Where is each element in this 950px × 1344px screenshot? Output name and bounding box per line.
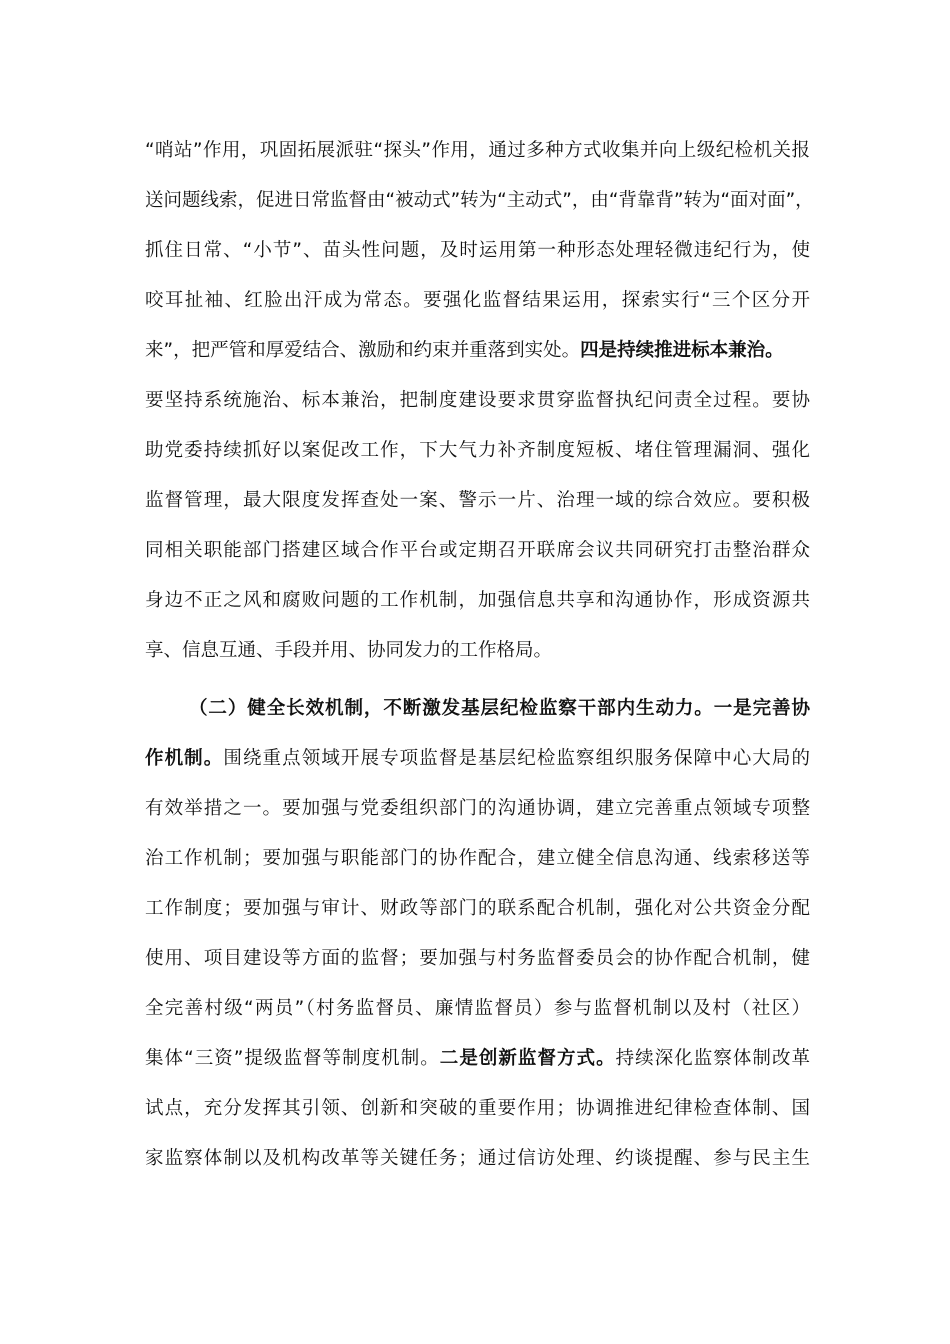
text-line: [145, 1034, 810, 1084]
text-line: 咬耳扯袖、红脸出汗成为常态。要强化监督结果运用，探索实行“三个区分开: [145, 290, 810, 311]
text-line: 使用、项目建设等方面的监督；要加强与村务监督委员会的协作配合机制，健: [145, 948, 810, 969]
text-run: 集体“三资”提级监督等制度机制。: [145, 1048, 440, 1069]
text-line: 抓住日常、“小节”、苗头性问题，及时运用第一种形态处理轻微违纪行为，使: [145, 240, 810, 261]
text-line: 家监察体制以及机构改革等关键任务；通过信访处理、约谈提醒、参与民主生: [145, 1148, 810, 1169]
text-line: 监督管理，最大限度发挥查处一案、警示一片、治理一域的综合效应。要积极: [145, 490, 810, 511]
section-heading-line: （二）健全长效机制，不断激发基层纪检监察干部内生动力。一是完善协: [189, 698, 810, 719]
text-line: 试点，充分发挥其引领、创新和突破的重要作用；协调推进纪律检查体制、国: [145, 1098, 810, 1119]
text-line: 全完善村级“两员”（村务监督员、廉情监督员）参与监督机制以及村（社区）: [145, 998, 810, 1019]
text-line: 要坚持系统施治、标本兼治，把制度建设要求贯穿监督执纪问责全过程。要协: [145, 390, 810, 411]
text-line: 身边不正之风和腐败问题的工作机制，加强信息共享和沟通协作，形成资源共: [145, 590, 810, 611]
text-line: 同相关职能部门搭建区域合作平台或定期召开联席会议共同研究打击整治群众: [145, 540, 810, 561]
body-text: [145, 126, 814, 1184]
bold-heading-run: 二是创新监督方式。: [439, 1048, 616, 1069]
text-line: 工作制度；要加强与审计、财政等部门的联系配合机制，强化对公共资金分配: [145, 898, 810, 919]
bold-heading-run: 作机制。: [145, 748, 224, 769]
text-line: 送问题线索，促进日常监督由“被动式”转为“主动式”，由“背靠背”转为“面对面”，: [145, 190, 814, 211]
paragraph-1: [145, 126, 814, 676]
text-line: 享、信息互通、手段并用、协同发力的工作格局。: [145, 640, 553, 661]
paragraph-gap: [145, 676, 810, 684]
text-line: [145, 326, 810, 376]
text-line: 助党委持续抓好以案促改工作，下大气力补齐制度短板、堵住管理漏洞、强化: [145, 440, 810, 461]
text-run: 来”，把严管和厚爱结合、激励和约束并重落到实处。: [145, 340, 581, 361]
text-run: 围绕重点领域开展专项监督是基层纪检监察组织服务保障中心大局的: [223, 748, 810, 769]
bold-heading-run: 四是持续推进标本兼治。: [580, 340, 784, 361]
text-line: [145, 734, 810, 784]
text-line: 治工作机制；要加强与职能部门的协作配合，建立健全信息沟通、线索移送等: [145, 848, 810, 869]
text-line: “哨站”作用，巩固拓展派驻“探头”作用，通过多种方式收集并向上级纪检机关报: [145, 140, 810, 161]
text-run: 持续深化监察体制改革: [615, 1048, 810, 1069]
text-line: 有效举措之一。要加强与党委组织部门的沟通协调，建立完善重点领域专项整: [145, 798, 810, 819]
paragraph-2: [145, 684, 810, 1184]
